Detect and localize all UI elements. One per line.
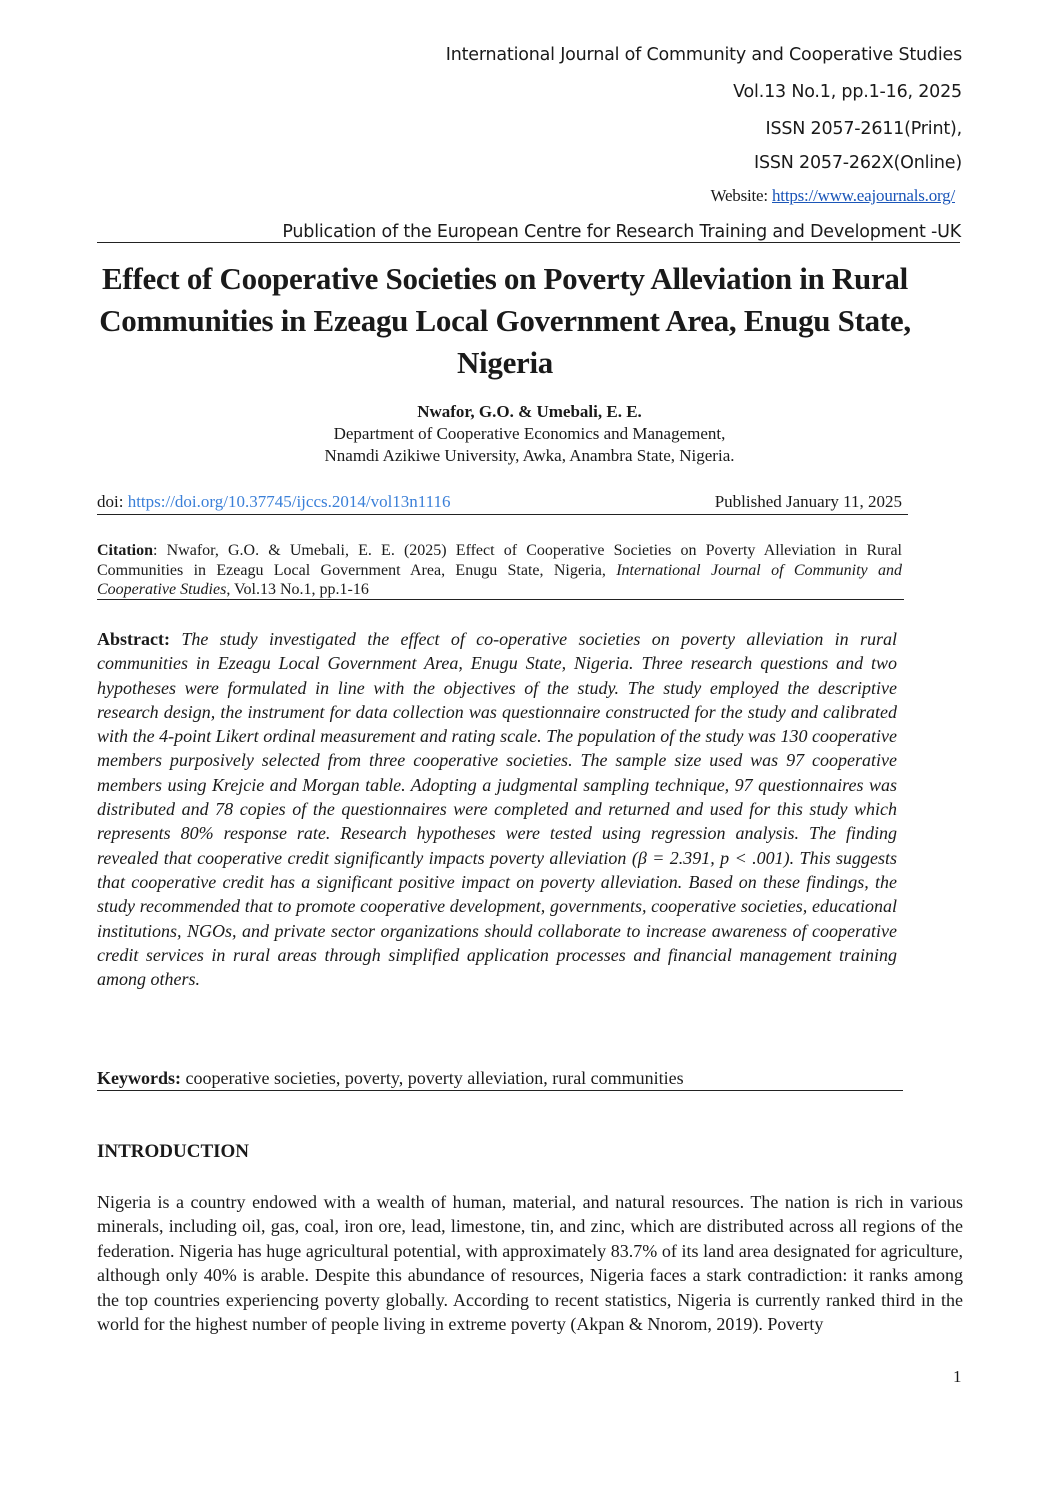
page-number: 1 — [953, 1367, 962, 1386]
header-divider — [97, 242, 960, 243]
doi-divider — [97, 514, 908, 515]
journal-name: International Journal of Community and Cooperative Studies — [445, 45, 962, 65]
published-date: Published January 11, 2025 — [714, 492, 902, 511]
abstract-text: The study investigated the effect of co-operative societies on poverty alleviation in rural communities in Ezeagu Local Government Area, Enugu State, Nigeria. Three research questions and two hypotheses were formulated in line with the objectives of the study. The study employed the descriptive research design, the instrument for data collection was questionnaire constructed for the study and calibrated with the 4-point Likert ordinal measurement and rating scale. The population of the study was 130 cooperative members purposively selected from three cooperative societies. The sample size used was 97 cooperative members using Krejcie and Morgan table. Adopting a judgmental sampling technique, 97 questionnaires was distributed and 78 copies of the questionnaires were completed and returned and used for this study which represents 80% response rate. Research hypotheses were tested using regression analysis. The finding revealed that cooperative credit significantly impacts poverty alleviation (β = 2.391, p < .001). This suggests that cooperative credit has a significant positive impact on poverty alleviation. Based on these findings, the study recommended that to promote cooperative development, governments, cooperative societies, educational institutions, NGOs, and private sector organizations should collaborate to increase awareness of cooperative credit services in rural areas through simplified application processes and financial management training among others. — [97, 629, 898, 990]
website-label: Website: — [710, 186, 768, 205]
article-title: Effect of Cooperative Societies on Poverty Alleviation in Rural Communities in Ezeagu Local Government Area, Enugu State, Nigeria — [99, 261, 911, 380]
author-institution: Nnamdi Azikiwe University, Awka, Anambra State, Nigeria. — [324, 446, 735, 465]
doi-field — [97, 492, 451, 512]
keywords-label: Keywords: — [97, 1068, 181, 1088]
author-block — [0, 401, 1059, 467]
keywords-block — [97, 1068, 903, 1089]
keywords-divider — [97, 1090, 903, 1091]
publisher-line: Publication of the European Centre for Research Training and Development -UK — [282, 222, 961, 242]
citation-divider — [97, 599, 904, 600]
website-line — [710, 186, 955, 206]
issn-print: ISSN 2057-2611(Print), — [765, 119, 962, 139]
author-names: Nwafor, G.O. & Umebali, E. E. — [417, 402, 642, 421]
citation-journal: International Journal of Community and Cooperative Studies — [97, 561, 902, 598]
website-link[interactable]: https://www.eajournals.org/ — [772, 186, 955, 205]
introduction-heading: INTRODUCTION — [97, 1141, 250, 1162]
keywords-text: cooperative societies, poverty, poverty alleviation, rural communities — [181, 1068, 684, 1088]
doi-label: doi: — [97, 492, 124, 511]
author-department: Department of Cooperative Economics and Management, — [333, 424, 726, 443]
citation-volume: , Vol.13 No.1, pp.1-16 — [226, 581, 369, 598]
citation-text: : Nwafor, G.O. & Umebali, E. E. (2025) Effect of Cooperative Societies on Poverty Alleviation in Rural Communities in Ezeagu Local Government Area, Enugu State, Nigeria, — [97, 542, 902, 579]
introduction-text: Nigeria is a country endowed with a wealth of human, material, and natural resources. The nation is rich in various minerals, including oil, gas, coal, iron ore, lead, limestone, tin, and zinc, which are distributed across all regions of the federation. Nigeria has huge agricultural potential, with approximately 83.7% of its land area designated for agriculture, although only 40% is arable. Despite this abundance of resources, Nigeria faces a stark contradiction: it ranks among the top countries experiencing poverty globally. According to recent statistics, Nigeria is currently ranked third in the world for the highest number of people living in extreme poverty (Akpan & Nnorom, 2019). Poverty — [97, 1192, 963, 1335]
abstract-label: Abstract: — [97, 629, 170, 649]
doi-link[interactable]: https://doi.org/10.37745/ijccs.2014/vol13n1116 — [127, 492, 451, 511]
issn-online: ISSN 2057-262X(Online) — [754, 153, 962, 173]
volume-info: Vol.13 No.1, pp.1-16, 2025 — [733, 82, 962, 102]
abstract-block — [97, 627, 897, 991]
citation-label: Citation — [97, 542, 153, 559]
citation-block — [97, 541, 902, 600]
doi-line — [97, 492, 902, 512]
